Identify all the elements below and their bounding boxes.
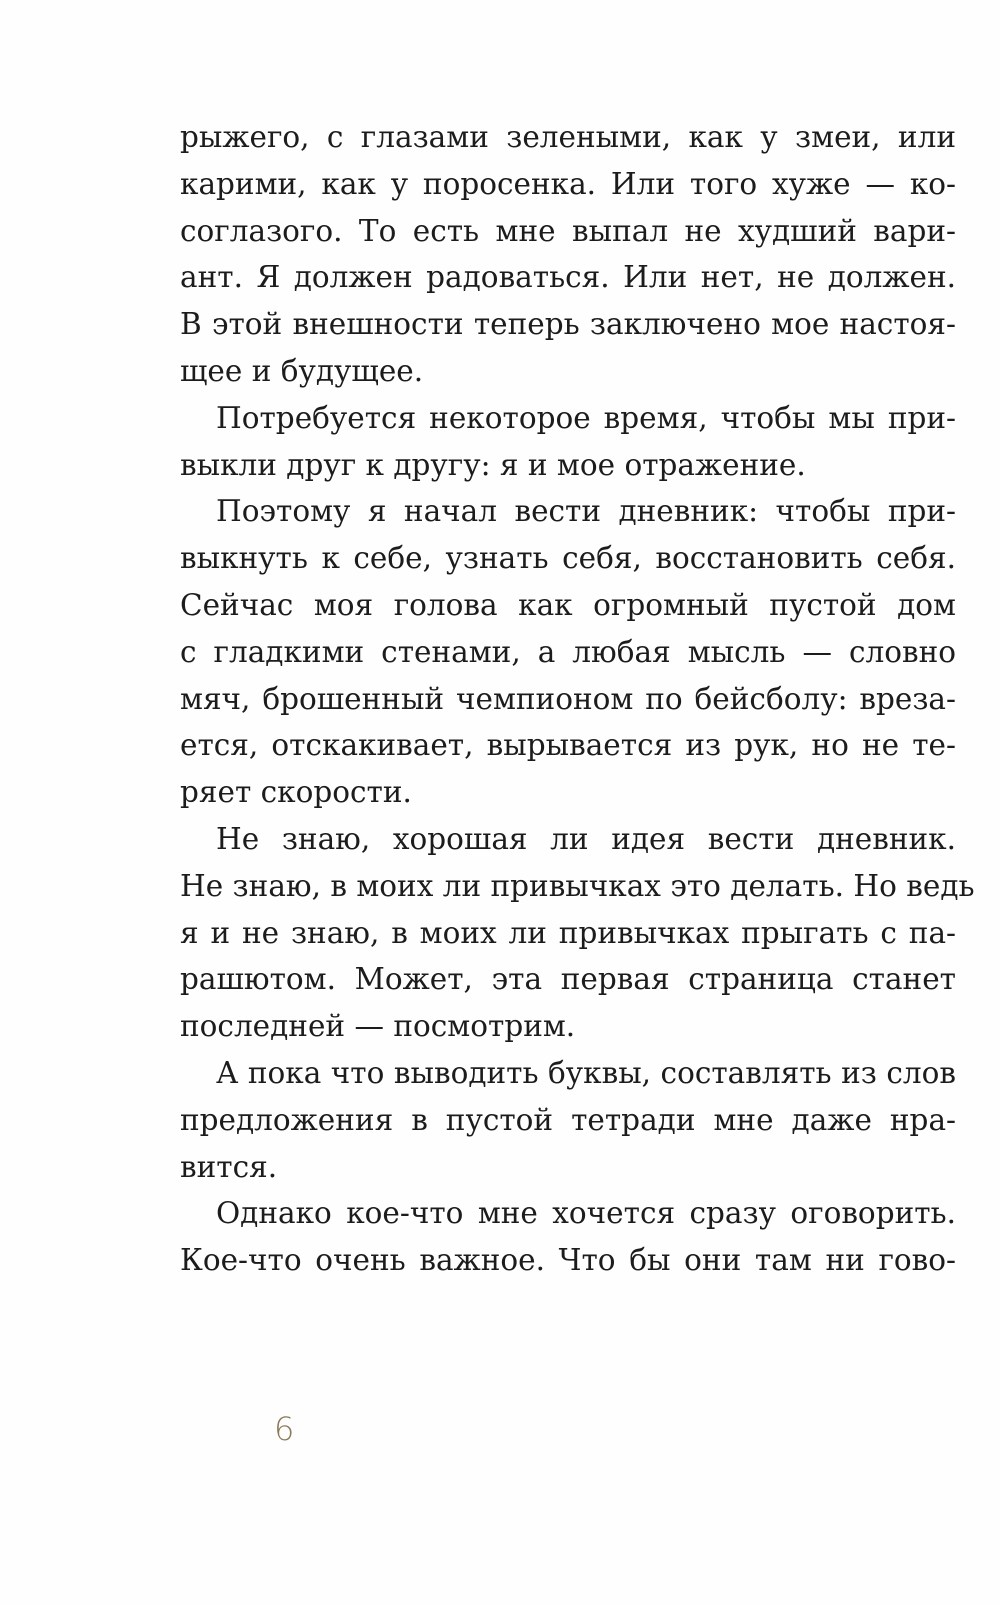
paragraph bbox=[180, 395, 956, 489]
text-line: с гладкими стенами, а любая мысль — словно bbox=[180, 634, 956, 669]
text-line: выкнуть к себе, узнать себя, восстановить себя. bbox=[180, 541, 956, 576]
text-line: Не знаю, в моих ли привычках это делать. Но ведь bbox=[180, 868, 975, 903]
text-line: В этой внешности теперь заключено мое настоя- bbox=[180, 307, 956, 342]
text-line: карими, как у поросенка. Или того хуже — ко- bbox=[180, 166, 956, 201]
paragraph bbox=[180, 1190, 956, 1284]
text-line: Потребуется некоторое время, чтобы мы при- bbox=[216, 400, 956, 435]
text-line: мяч, брошенный чемпионом по бейсболу: вреза- bbox=[180, 681, 956, 716]
text-line: Поэтому я начал вести дневник: чтобы при- bbox=[216, 494, 956, 529]
text-line: выкли друг к другу: я и мое отражение. bbox=[180, 447, 806, 482]
paragraph bbox=[180, 114, 956, 395]
text-line: Кое-что очень важное. Что бы они там ни гово- bbox=[180, 1243, 956, 1278]
paragraph bbox=[180, 816, 975, 1050]
page-number: 6 bbox=[274, 1410, 295, 1448]
body-text bbox=[180, 114, 975, 1284]
text-line: вится. bbox=[180, 1149, 278, 1184]
text-line: предложения в пустой тетради мне даже нра- bbox=[180, 1102, 956, 1137]
text-line: рыжего, с глазами зелеными, как у змеи, или bbox=[180, 120, 956, 154]
text-line: я и не знаю, в моих ли привычках прыгать с па- bbox=[180, 915, 956, 950]
text-line: Не знаю, хорошая ли идея вести дневник. bbox=[216, 821, 956, 856]
text-line: последней — посмотрим. bbox=[180, 1009, 576, 1044]
text-line: ант. Я должен радоваться. Или нет, не должен. bbox=[180, 260, 956, 295]
text-line: ряет скорости. bbox=[180, 775, 412, 810]
text-line: соглазого. То есть мне выпал не худший вари- bbox=[180, 213, 956, 248]
paragraph bbox=[180, 488, 956, 816]
text-line: Сейчас моя голова как огромный пустой дом bbox=[180, 587, 956, 622]
text-line: рашютом. Может, эта первая страница станет bbox=[180, 962, 956, 997]
text-line: А пока что выводить буквы, составлять из слов bbox=[216, 1055, 956, 1090]
text-line: ется, отскакивает, вырывается из рук, но не те- bbox=[180, 728, 956, 763]
paragraph bbox=[180, 1050, 956, 1190]
text-line: Однако кое-что мне хочется сразу оговорить. bbox=[216, 1196, 956, 1231]
text-line: щее и будущее. bbox=[180, 353, 424, 388]
